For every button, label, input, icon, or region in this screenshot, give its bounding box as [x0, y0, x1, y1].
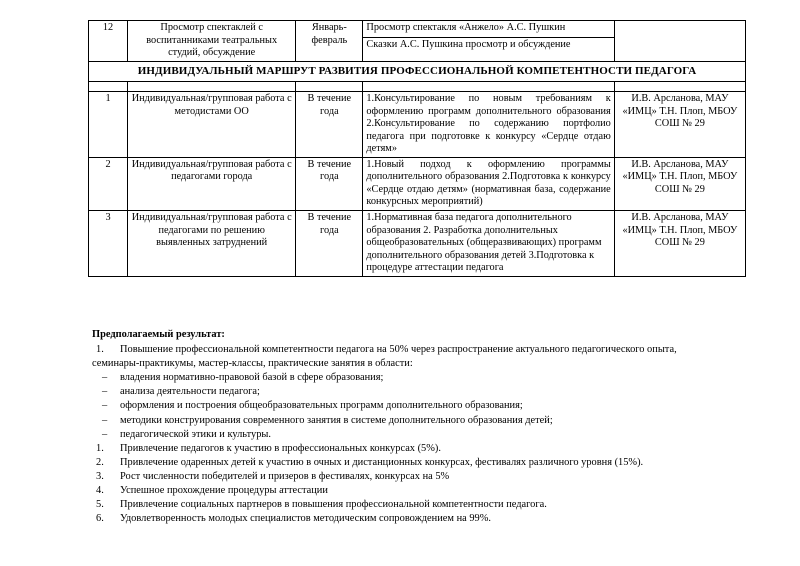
list-marker: – [102, 414, 108, 426]
list-marker: 1. [96, 344, 104, 356]
list-marker: – [102, 428, 108, 440]
list-item-text: оформления и построения общеобразовательных программ дополнительного образования; [120, 400, 523, 412]
row-number-cell: 1 [89, 92, 128, 158]
spacer-row [89, 82, 746, 92]
list-marker: 2. [96, 456, 104, 468]
table-row-12 [89, 21, 746, 62]
row-number-cell: 3 [89, 210, 128, 276]
row-period-cell: В течение года [296, 157, 363, 210]
row-period-cell: В течение года [296, 210, 363, 276]
list-marker: – [102, 386, 108, 398]
list-item-text: Успешное прохождение процедуры аттестации [120, 485, 328, 497]
row-number-cell: 2 [89, 157, 128, 210]
list-item-text: Повышение профессиональной компетентности педагога на 50% через распространение актуального педагогического опыта, [120, 344, 677, 356]
section-banner-title: ИНДИВИДУАЛЬНЫЙ МАРШРУТ РАЗВИТИЯ ПРОФЕССИОНАЛЬНОЙ КОМПЕТЕНТНОСТИ ПЕДАГОГА [89, 61, 746, 81]
row-responsible-cell: И.В. Арсланова, МАУ «ИМЦ» Т.Н. Плоп, МБОУ СОШ № 29 [614, 92, 745, 158]
list-item-text: владения нормативно-правовой базой в сфере образования; [120, 372, 384, 384]
table-body [89, 21, 746, 277]
list-item [92, 512, 748, 526]
row-number-cell: 12 [89, 21, 128, 62]
list-item [92, 484, 748, 498]
list-item [92, 399, 748, 413]
list-item-text: Привлечение педагогов к участию в профессиональных конкурсах (5%). [120, 442, 441, 454]
row-period-cell: В течение года [296, 92, 363, 158]
nested-row [363, 21, 613, 37]
nested-content-line: Сказки А.С. Пушкина просмотр и обсуждение [366, 38, 571, 50]
list-item [92, 456, 748, 470]
nested-row [363, 37, 613, 53]
row-period-cell: Январь-февраль [296, 21, 363, 62]
row-activity-cell: Индивидуальная/групповая работа с педагогами города [128, 157, 296, 210]
spacer-cell [128, 82, 296, 92]
list-marker: 3. [96, 470, 104, 482]
expected-results-section [92, 328, 748, 526]
list-marker: – [102, 400, 108, 412]
list-item-text: Привлечение социальных партнеров в повышения профессиональной компетентности педагога. [120, 499, 547, 511]
list-item [92, 428, 748, 442]
row-content-cell: 1.Консультирование по новым требованиям к оформлению программ дополнительного образования 2.Консультирование по содержанию портфолио педагога при подготовке к конкурсу «Сердце отдаю детям» [363, 92, 614, 158]
spacer-cell [89, 82, 128, 92]
table-row [89, 157, 746, 210]
development-route-table [88, 20, 746, 277]
nested-content-table [363, 21, 613, 53]
row-responsible-cell: И.В. Арсланова, МАУ «ИМЦ» Т.Н. Плоп, МБОУ СОШ № 29 [614, 210, 745, 276]
list-marker: 6. [96, 513, 104, 525]
table-row [89, 92, 746, 158]
section-banner-row [89, 61, 746, 81]
list-item [92, 371, 748, 385]
list-marker: – [102, 372, 108, 384]
list-marker: 4. [96, 485, 104, 497]
list-item [92, 498, 748, 512]
spacer-cell [363, 82, 614, 92]
list-item [92, 385, 748, 399]
list-item-text: Удовлетворенность молодых специалистов методическим сопровождением на 99%. [120, 513, 491, 525]
spacer-cell [614, 82, 745, 92]
row-activity-cell: Индивидуальная/групповая работа с методистами ОО [128, 92, 296, 158]
list-item-text: Рост численности победителей и призеров в фестивалях, конкурсах на 5% [120, 470, 450, 482]
row-content-cell [363, 21, 614, 62]
list-item-text: Привлечение одаренных детей к участию в очных и дистанционных конкурсах, фестивалях различного уровня (15%). [120, 456, 644, 468]
list-marker: 5. [96, 499, 104, 511]
row-responsible-cell: И.В. Арсланова, МАУ «ИМЦ» Т.Н. Плоп, МБОУ СОШ № 29 [614, 157, 745, 210]
table-row [89, 210, 746, 276]
row-responsible-cell [614, 21, 745, 62]
expected-results-title: Предполагаемый результат: [92, 329, 225, 340]
nested-content-line: Просмотр спектакля «Анжело» А.С. Пушкин [363, 21, 613, 37]
list-item [92, 470, 748, 484]
list-marker: 1. [96, 442, 104, 454]
row-content-cell: 1.Новый подход к оформлению программы дополнительного образования 2.Подготовка к конкурсу «Сердце отдаю детям» (нормативная база, содержание конкурсных мероприятий) [363, 157, 614, 210]
list-item [92, 414, 748, 428]
list-item-text: педагогической этики и культуры. [120, 428, 272, 440]
list-item [92, 442, 748, 456]
row-content-cell: 1.Нормативная база педагога дополнительного образования 2. Разработка дополнительных общеобразовательных (общеразвивающих) программ дополнительного образования детей 3.Подготовка к процедуре аттестации педагога [363, 210, 614, 276]
row-activity-cell: Индивидуальная/групповая работа с педагогами по решению выявленных затруднений [128, 210, 296, 276]
list-item-continuation: семинары-практикумы, мастер-классы, практические занятия в области: [92, 358, 413, 370]
row-activity-cell: Просмотр спектаклей с воспитанниками театральных студий, обсуждение [128, 21, 296, 62]
spacer-cell [296, 82, 363, 92]
list-item-text: анализа деятельности педагога; [120, 386, 260, 398]
list-item [92, 343, 748, 371]
list-item-text: методики конструирования современного занятия в системе дополнительного образования детей; [120, 414, 553, 426]
